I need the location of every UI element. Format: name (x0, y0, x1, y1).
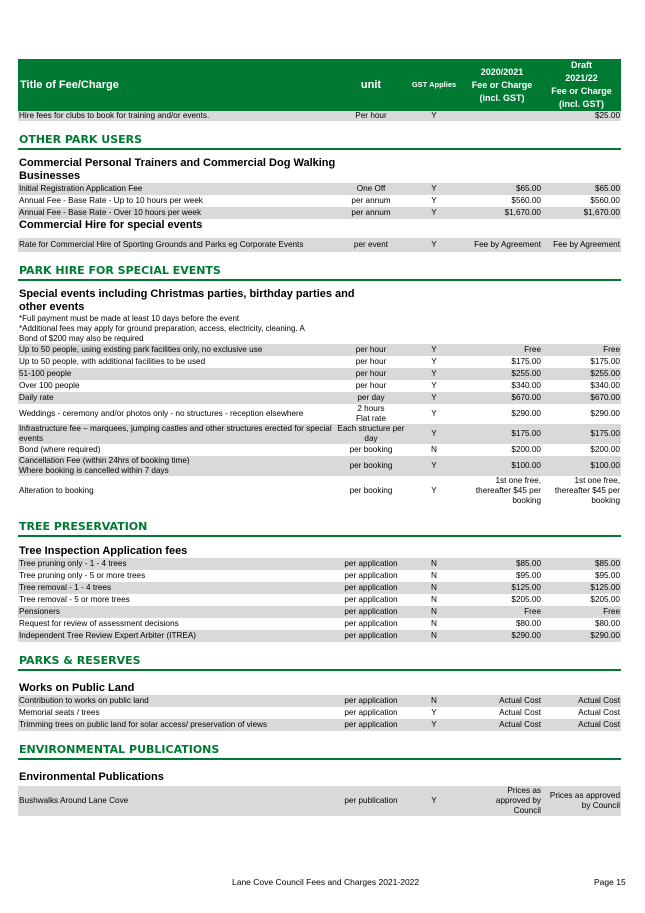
note-line: Bond of $200 may also be required (18, 334, 621, 344)
fee-unit: 2 hours Flat rate (336, 404, 406, 424)
fee-gst: N (406, 594, 462, 606)
fee-name: Daily rate (18, 392, 336, 404)
table-row (18, 786, 621, 816)
section-title: OTHER PARK USERS (18, 121, 621, 149)
fee-name: Infrastructure fee – marquees, jumping castles and other structures erected for special events (18, 424, 336, 444)
fee-name: Up to 50 people, using existing park facilities only, no exclusive use (18, 344, 336, 356)
fee-2020: $560.00 (462, 195, 542, 207)
fee-unit: One Off (336, 183, 406, 195)
header-title: Title of Fee/Charge (18, 59, 336, 111)
fee-2021: $175.00 (542, 356, 621, 368)
fee-2021: Prices as approved by Council (542, 786, 621, 816)
fee-2020: $175.00 (462, 356, 542, 368)
table-row (18, 606, 621, 618)
header-gst: GST Applies (406, 59, 462, 111)
fee-unit: per application (336, 582, 406, 594)
header-fee-2021: Draft 2021/22 Fee or Charge (incl. GST) (542, 59, 621, 111)
section-title: ENVIRONMENTAL PUBLICATIONS (18, 731, 621, 759)
fee-name: Initial Registration Application Fee (18, 183, 336, 195)
fee-2020: $290.00 (462, 630, 542, 642)
fee-name: Contribution to works on public land (18, 695, 336, 707)
spacer (18, 280, 621, 288)
fee-unit: per booking (336, 476, 406, 506)
section-title: PARK HIRE FOR SPECIAL EVENTS (18, 252, 621, 280)
fee-gst: Y (406, 476, 462, 506)
table-row (18, 444, 621, 456)
subheading-text: Commercial Hire for special events (18, 219, 621, 232)
fee-unit: per application (336, 570, 406, 582)
fee-gst: Y (406, 195, 462, 207)
fee-2020: $175.00 (462, 424, 542, 444)
subheading-text: Works on Public Land (18, 682, 621, 695)
fee-gst: Y (406, 368, 462, 380)
table-row (18, 238, 621, 252)
fee-name: 51-100 people (18, 368, 336, 380)
fee-2021: $255.00 (542, 368, 621, 380)
fee-2020: 1st one free, thereafter $45 per booking (462, 476, 542, 506)
header-unit: unit (336, 59, 406, 111)
subheading-text: Special events including Christmas parties, birthday parties and other events (18, 288, 621, 314)
fee-2020: $100.00 (462, 456, 542, 476)
fee-gst: N (406, 606, 462, 618)
fee-gst: N (406, 558, 462, 570)
fee-name: Tree removal - 5 or more trees (18, 594, 336, 606)
table-row (18, 368, 621, 380)
fee-unit: Each structure per day (337, 424, 405, 443)
fee-unit: per application (336, 594, 406, 606)
fee-2020: Free (462, 606, 542, 618)
fee-name: Weddings - ceremony and/or photos only - no structures - reception elsewhere (18, 404, 336, 424)
fee-2021: $670.00 (542, 392, 621, 404)
spacer (18, 149, 621, 157)
fee-2020: $205.00 (462, 594, 542, 606)
fee-2021: $290.00 (542, 404, 621, 424)
fee-unit: per application (336, 558, 406, 570)
table-row (18, 618, 621, 630)
fee-name: Memorial seats / trees (18, 707, 336, 719)
table-row (18, 380, 621, 392)
spacer (18, 759, 621, 771)
section-heading (18, 731, 621, 759)
fee-unit: per event (336, 238, 406, 252)
fee-unit: per hour (336, 356, 406, 368)
table-row (18, 195, 621, 207)
fee-gst: Y (406, 207, 462, 219)
fee-name: Tree pruning only - 5 or more trees (18, 570, 336, 582)
fee-unit: per hour (336, 344, 406, 356)
fee-name: Independent Tree Review Expert Arbiter (ITREA) (18, 630, 336, 642)
fee-2021: $65.00 (542, 183, 621, 195)
fee-2020: Prices as approved by Council (462, 786, 542, 816)
table-row (18, 695, 621, 707)
section-heading (18, 642, 621, 670)
fee-2020: $95.00 (462, 570, 542, 582)
fee-unit: per booking (336, 444, 406, 456)
section-heading (18, 121, 621, 149)
fee-2020: $65.00 (462, 183, 542, 195)
fee-name: Cancellation Fee (within 24hrs of booking time) Where booking is cancelled within 7 days (18, 456, 336, 476)
subheading-text: Commercial Personal Trainers and Commercial Dog Walking Businesses (18, 157, 621, 183)
page-number: Page 15 (594, 877, 626, 887)
fee-table (18, 59, 621, 816)
fee-gst: N (406, 618, 462, 630)
subheading (18, 682, 621, 695)
section-title: PARKS & RESERVES (18, 642, 621, 670)
table-row (18, 356, 621, 368)
table-row (18, 456, 621, 476)
fee-2021: $175.00 (542, 424, 621, 444)
fee-2021: $85.00 (542, 558, 621, 570)
fee-2020: $125.00 (462, 582, 542, 594)
fee-unit: per day (336, 392, 406, 404)
fee-gst: Y (406, 380, 462, 392)
fee-2021: $125.00 (542, 582, 621, 594)
fee-gst: Y (406, 786, 462, 816)
fee-gst: Y (406, 238, 462, 252)
fee-2021: $560.00 (542, 195, 621, 207)
table-row (18, 424, 621, 444)
section-heading (18, 506, 621, 536)
table-row (18, 392, 621, 404)
fee-2021: $290.00 (542, 630, 621, 642)
subheading (18, 157, 621, 183)
subheading (18, 288, 621, 314)
fee-unit: per application (336, 707, 406, 719)
fee-gst: Y (406, 344, 462, 356)
table-row (18, 183, 621, 195)
fee-2020: $290.00 (462, 404, 542, 424)
fee-name: Up to 50 people, with additional facilities to be used (18, 356, 336, 368)
fee-schedule (18, 59, 621, 816)
subheading (18, 771, 621, 784)
fee-gst: Y (406, 356, 462, 368)
fee-2021: $340.00 (542, 380, 621, 392)
subheading-text: Tree Inspection Application fees (18, 545, 621, 558)
subheading (18, 545, 621, 558)
fee-2020: $255.00 (462, 368, 542, 380)
fee-name: Over 100 people (18, 380, 336, 392)
fee-name: Bushwalks Around Lane Cove (18, 786, 336, 816)
fee-unit: per application (336, 630, 406, 642)
header-fee-2020: 2020/2021 Fee or Charge (incl. GST) (462, 59, 542, 111)
fee-2020: $85.00 (462, 558, 542, 570)
fee-2021: $100.00 (542, 456, 621, 476)
fee-gst: Y (406, 424, 462, 444)
note-line: *Additional fees may apply for ground preparation, access, electricity, cleaning. A (18, 324, 621, 334)
fee-2021: Free (542, 606, 621, 618)
fee-2020: $670.00 (462, 392, 542, 404)
table-row (18, 476, 621, 506)
fee-unit: per application (336, 618, 406, 630)
section-title: TREE PRESERVATION (18, 506, 621, 536)
fee-name: Rate for Commercial Hire of Sporting Grounds and Parks eg Corporate Events (18, 238, 336, 252)
fee-unit: per application (336, 695, 406, 707)
fee-name: Tree removal - 1 - 4 trees (18, 582, 336, 594)
fee-gst: Y (406, 183, 462, 195)
fee-2020: $200.00 (462, 444, 542, 456)
fee-unit: per application (336, 719, 406, 731)
fee-2020: Fee by Agreement (462, 238, 542, 252)
fee-unit: per application (336, 606, 406, 618)
fee-gst: Y (406, 392, 462, 404)
fee-gst: N (406, 695, 462, 707)
table-row (18, 558, 621, 570)
fee-unit: per annum (336, 207, 406, 219)
fee-2020: Free (462, 344, 542, 356)
fee-2020: $1,670.00 (462, 207, 542, 219)
fee-gst: Y (406, 456, 462, 476)
section-heading (18, 252, 621, 280)
fee-name: Annual Fee - Base Rate - Over 10 hours per week (18, 207, 336, 219)
fee-2021: Actual Cost (542, 719, 621, 731)
fee-2021: Actual Cost (542, 707, 621, 719)
fee-name: Trimming trees on public land for solar access/ preservation of views (18, 719, 336, 731)
fee-2021: Fee by Agreement (542, 238, 621, 252)
spacer (18, 536, 621, 545)
fee-2021: Free (542, 344, 621, 356)
fee-name: Request for review of assessment decisions (18, 618, 336, 630)
subheading-text: Environmental Publications (18, 771, 621, 784)
table-row (18, 630, 621, 642)
fee-gst: N (406, 444, 462, 456)
table-row (18, 570, 621, 582)
table-row (18, 344, 621, 356)
fee-name: Annual Fee - Base Rate - Up to 10 hours per week (18, 195, 336, 207)
subheading (18, 219, 621, 232)
fee-2020: Actual Cost (462, 695, 542, 707)
table-header (18, 59, 621, 111)
fee-unit: per hour (336, 368, 406, 380)
fee-2021: $205.00 (542, 594, 621, 606)
table-row (18, 582, 621, 594)
fee-2021: Actual Cost (542, 695, 621, 707)
fee-2021: $80.00 (542, 618, 621, 630)
fee-2021: 1st one free, thereafter $45 per booking (542, 476, 621, 506)
table-row (18, 719, 621, 731)
fee-unit: per hour (336, 380, 406, 392)
table-row (18, 404, 621, 424)
fee-name: Pensioners (18, 606, 336, 618)
fee-2021: $200.00 (542, 444, 621, 456)
fee-unit: per annum (336, 195, 406, 207)
fee-name: Tree pruning only - 1 - 4 trees (18, 558, 336, 570)
fee-unit: per booking (336, 456, 406, 476)
fee-gst: N (406, 570, 462, 582)
fee-gst: N (406, 582, 462, 594)
table-row: Hire fees for clubs to book for training and/or events. Per hour Y $25.00 (19, 111, 620, 120)
fee-gst: Y (406, 719, 462, 731)
fee-gst: Y (406, 707, 462, 719)
table-row (18, 594, 621, 606)
fee-gst: Y (406, 404, 462, 424)
table-row (18, 207, 621, 219)
note-line: *Full payment must be made at least 10 days before the event (18, 314, 621, 324)
spacer (18, 670, 621, 682)
fee-gst: N (406, 630, 462, 642)
table-row (18, 707, 621, 719)
fee-2020: $80.00 (462, 618, 542, 630)
fee-2020: $340.00 (462, 380, 542, 392)
footer-title: Lane Cove Council Fees and Charges 2021-2022 (232, 877, 420, 887)
fee-name: Alteration to booking (18, 476, 336, 506)
fee-2020: Actual Cost (462, 719, 542, 731)
fee-2021: $1,670.00 (542, 207, 621, 219)
fee-2020: Actual Cost (462, 707, 542, 719)
fee-unit: per publication (336, 786, 406, 816)
fee-2021: $95.00 (542, 570, 621, 582)
fee-name: Bond (where required) (18, 444, 336, 456)
